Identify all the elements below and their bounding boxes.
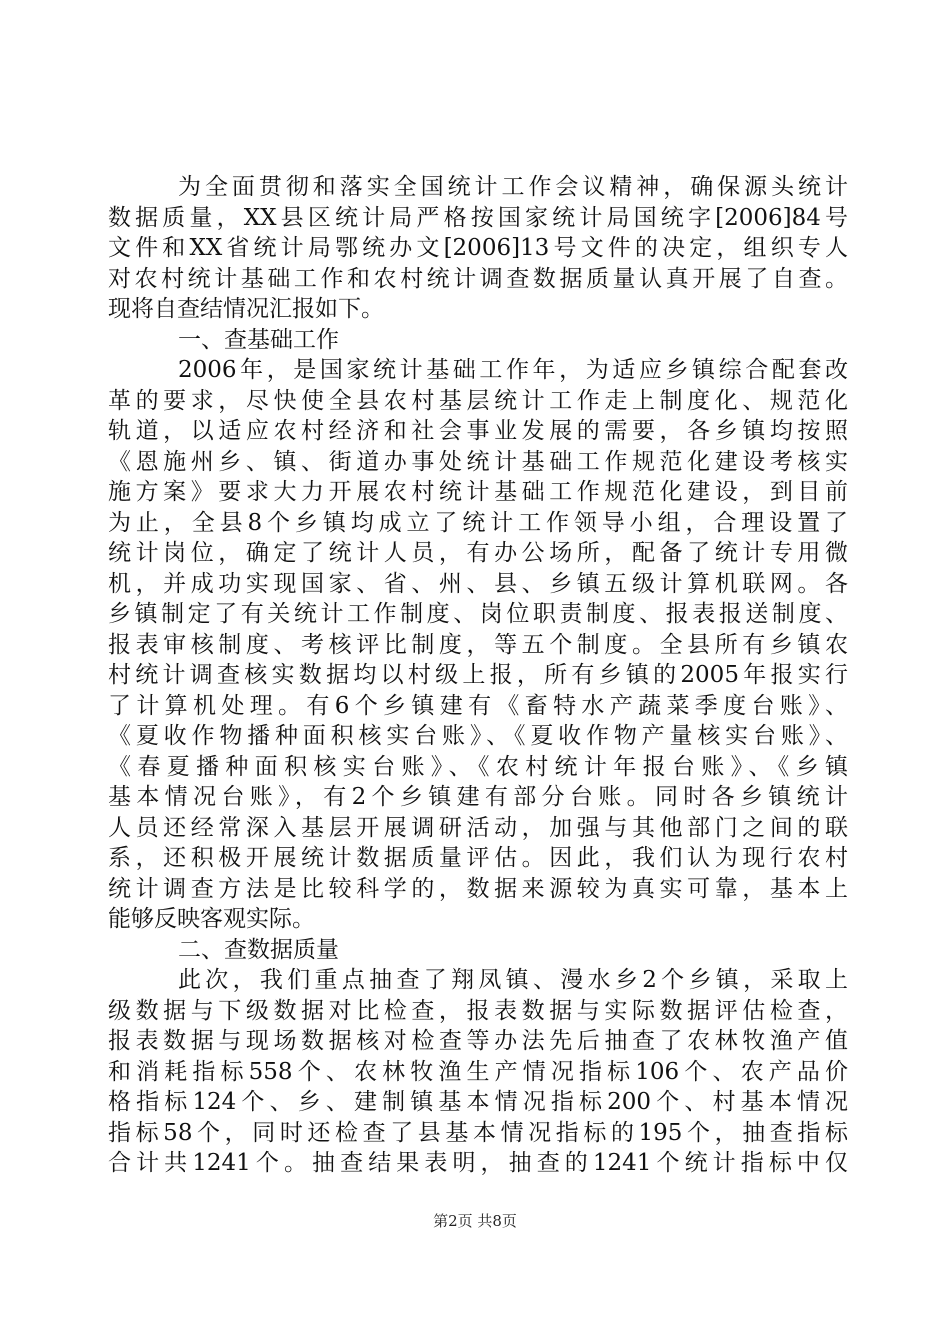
paragraph-line: 数据质量，XX县区统计局严格按国家统计局国统字[2006]84号 [108,204,848,231]
paragraph-line: 基本情况台账》，有2个乡镇建有部分台账。同时各乡镇统计 [108,784,848,810]
paragraph-line: 人员还经常深入基层开展调研活动，加强与其他部门之间的联 [108,814,848,841]
paragraph-line: 对农村统计基础工作和农村统计调查数据质量认真开展了自查。 [108,265,848,292]
paragraph-line: 统计岗位，确定了统计人员，有办公场所，配备了统计专用微 [108,540,848,566]
paragraph-line: 机，并成功实现国家、省、州、县、乡镇五级计算机联网。各 [108,570,848,597]
paragraph-line: 了计算机处理。有6个乡镇建有《畜特水产蔬菜季度台账》、 [108,692,848,719]
paragraph-line: 革的要求，尽快使全县农村基层统计工作走上制度化、规范化 [108,387,848,414]
paragraph-line: 《恩施州乡、镇、街道办事处统计基础工作规范化建设考核实 [108,448,848,475]
paragraph-line: 报表数据与现场数据核对检查等办法先后抽查了农林牧渔产值 [108,1028,848,1054]
paragraph-line: 为全面贯彻和落实全国统计工作会议精神，确保源头统计 [178,174,848,200]
section-heading: 二、查数据质量 [178,936,339,963]
paragraph-line: 系，还积极开展统计数据质量评估。因此，我们认为现行农村 [108,845,848,871]
paragraph-line: 现将自查结情况汇报如下。 [108,296,384,322]
paragraph-line: 轨道，以适应农村经济和社会事业发展的需要，各乡镇均按照 [108,418,848,444]
paragraph-line: 报表审核制度、考核评比制度，等五个制度。全县所有乡镇农 [108,631,848,658]
paragraph-line: 合计共1241个。抽查结果表明，抽查的1241个统计指标中仅 [108,1150,848,1176]
paragraph-line: 统计调查方法是比较科学的，数据来源较为真实可靠，基本上 [108,875,848,902]
paragraph-line: 和消耗指标558个、农林牧渔生产情况指标106个、农产品价 [108,1058,848,1085]
paragraph-line: 施方案》要求大力开展农村统计基础工作规范化建设，到目前 [108,479,848,505]
paragraph-line: 级数据与下级数据对比检查，报表数据与实际数据评估检查， [108,997,848,1024]
paragraph-line: 《夏收作物播种面积核实台账》、《夏收作物产量核实台账》、 [108,723,848,749]
paragraph-line: 村统计调查核实数据均以村级上报，所有乡镇的2005年报实行 [108,662,848,688]
paragraph-line: 能够反映客观实际。 [108,906,315,932]
paragraph-line: 指标58个，同时还检查了县基本情况指标的195个，抽查指标 [108,1119,848,1146]
paragraph-line: 2006年，是国家统计基础工作年，为适应乡镇综合配套改 [178,357,848,383]
paragraph-line: 《春夏播种面积核实台账》、《农村统计年报台账》、《乡镇 [108,753,848,780]
paragraph-line: 为止，全县8个乡镇均成立了统计工作领导小组，合理设置了 [108,509,848,536]
document-body [108,172,848,1179]
section-heading: 一、查基础工作 [178,326,339,353]
page-footer: 第2页 共8页 [433,1212,517,1230]
paragraph-line: 文件和XX省统计局鄂统办文[2006]13号文件的决定，组织专人 [108,235,848,261]
paragraph-line: 此次，我们重点抽查了翔凤镇、漫水乡2个乡镇，采取上 [178,967,848,993]
paragraph-line: 格指标124个、乡、建制镇基本情况指标200个、村基本情况 [108,1089,848,1115]
paragraph-line: 乡镇制定了有关统计工作制度、岗位职责制度、报表报送制度、 [108,601,848,627]
